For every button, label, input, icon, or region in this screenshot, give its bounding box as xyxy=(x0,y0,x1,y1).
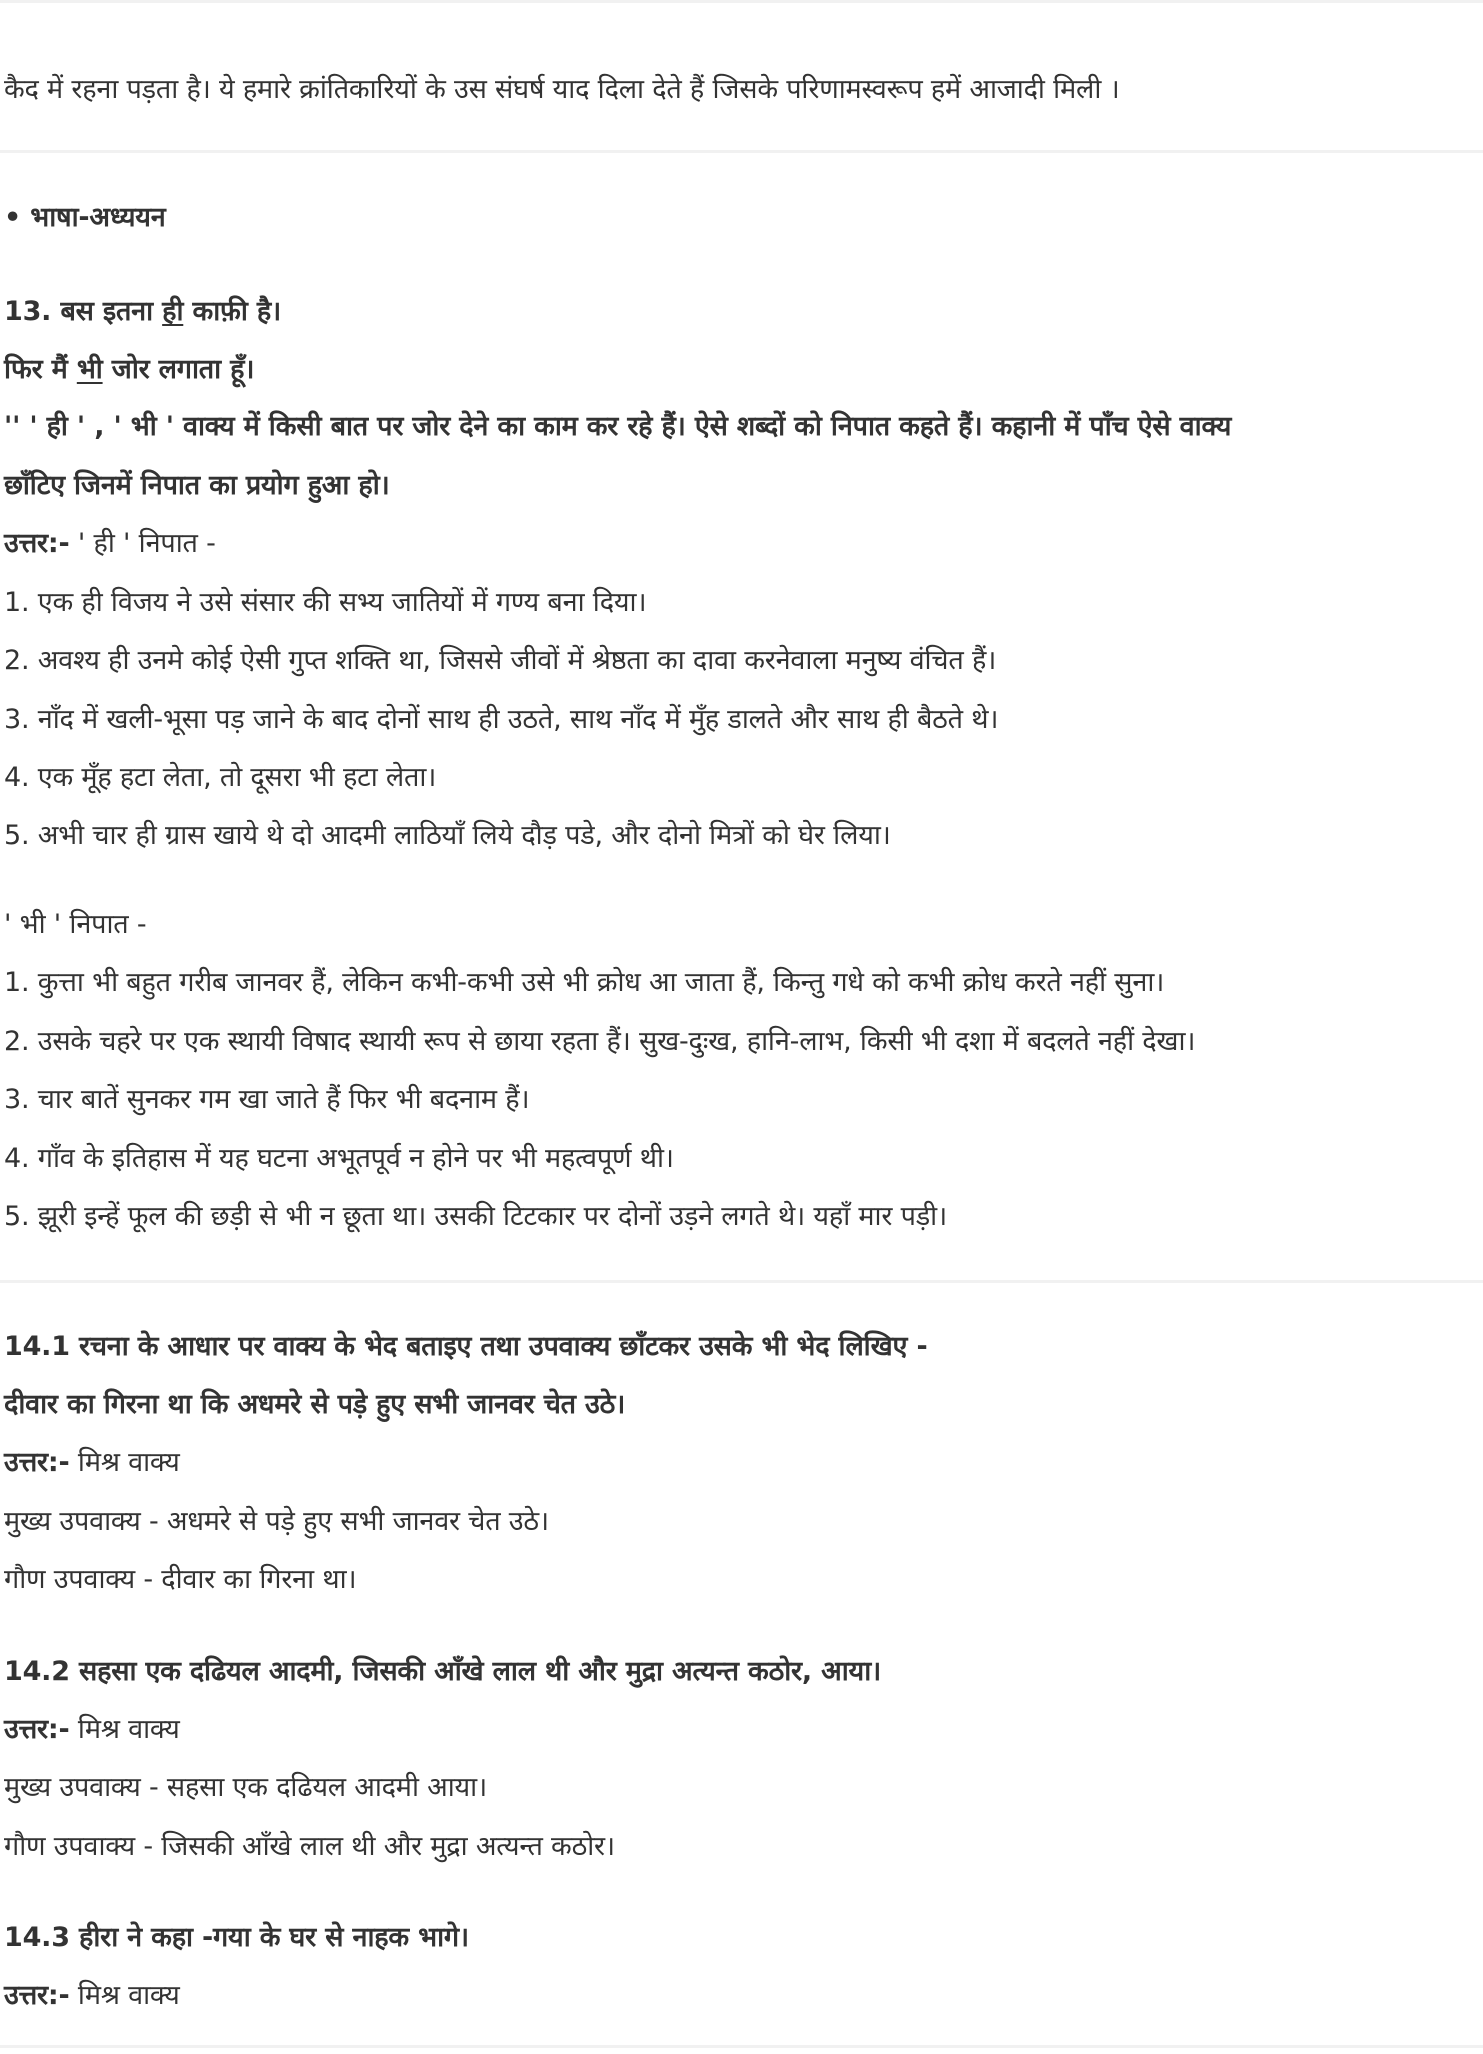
answer-label: उत्तर:- xyxy=(4,1980,70,2011)
hi-item: 3. नाँद में खली-भूसा पड़ जाने के बाद दोनों साथ ही उठते, साथ नाँद में मुँह डालते और साथ ही बैठते थे। xyxy=(4,704,999,735)
answer-value: मिश्र वाक्य xyxy=(69,1447,180,1478)
q13-line-2 xyxy=(4,350,254,390)
q14-2-line-1: 14.2 सहसा एक दढियल आदमी, जिसकी आँखे लाल थी और मुद्रा अत्यन्त कठोर, आया। xyxy=(4,1656,882,1687)
q13-line-1-pre: बस इतना xyxy=(60,296,163,327)
answer-label: उत्तर:- xyxy=(4,1714,70,1745)
answer-label: उत्तर:- xyxy=(4,1447,70,1478)
q14-1-line-2: दीवार का गिरना था कि अधमरे से पड़े हुए सभी जानवर चेत उठे। xyxy=(4,1389,626,1420)
hi-item: 4. एक मूँह हटा लेता, तो दूसरा भी हटा लेता। xyxy=(4,762,437,793)
q13-line-1 xyxy=(4,292,281,332)
divider xyxy=(0,0,1483,3)
hi-nipat-label: ' ही ' निपात - xyxy=(69,528,216,559)
bhi-item: 5. झूरी इन्हें फूल की छड़ी से भी न छूता था। उसकी टिटकार पर दोनों उड़ने लगते थे। यहाँ मार पड़ी। xyxy=(4,1201,947,1232)
q14-1-main-clause: मुख्य उपवाक्य - अधमरे से पड़े हुए सभी जानवर चेत उठे। xyxy=(4,1506,549,1537)
q14-2-main-clause: मुख्य उपवाक्य - सहसा एक दढियल आदमी आया। xyxy=(4,1772,488,1803)
answer-value: मिश्र वाक्य xyxy=(69,1980,180,2011)
q14-1-line-1: 14.1 रचना के आधार पर वाक्य के भेद बताइए तथा उपवाक्य छाँटकर उसके भी भेद लिखिए - xyxy=(4,1331,928,1362)
q13-answer-line xyxy=(4,524,216,564)
answer-label: उत्तर:- xyxy=(4,528,70,559)
q13-emphasis-hi: ही xyxy=(162,296,184,327)
divider xyxy=(0,150,1483,153)
q14-1-answer xyxy=(4,1443,180,1483)
q13-line-3: '' ' ही ' , ' भी ' वाक्य में किसी बात पर जोर देने का काम कर रहे हैं। ऐसे शब्दों को निपात कहते हैं। कहानी में पाँच ऐसे वाक्य xyxy=(4,411,1232,442)
divider xyxy=(0,2045,1483,2048)
bhi-nipat-label: ' भी ' निपात - xyxy=(4,909,147,940)
section-heading: • भाषा-अध्ययन xyxy=(4,202,166,233)
bhi-item: 3. चार बातें सुनकर गम खा जाते हैं फिर भी बदनाम हैं। xyxy=(4,1084,530,1115)
q13-number: 13. xyxy=(4,296,52,327)
bhi-item: 1. कुत्ता भी बहुत गरीब जानवर हैं, लेकिन कभी-कभी उसे भी क्रोध आ जाता हैं, किन्तु गधे को कभी क्रोध करते नहीं सुना। xyxy=(4,967,1165,998)
bhi-item: 2. उसके चहरे पर एक स्थायी विषाद स्थायी रूप से छाया रहता हैं। सुख-दुःख, हानि-लाभ, किसी भी दशा में बदलते नहीं देखा। xyxy=(4,1026,1196,1057)
hi-item: 2. अवश्य ही उनमे कोई ऐसी गुप्त शक्ति था, जिससे जीवों में श्रेष्ठता का दावा करनेवाला मनुष्य वंचित हैं। xyxy=(4,645,997,676)
intro-line: कैद में रहना पड़ता है। ये हमारे क्रांतिकारियों के उस संघर्ष याद दिला देते हैं जिसके परिणामस्वरूप हमें आजादी मिली । xyxy=(4,74,1120,105)
q13-line-1-post: काफ़ी है। xyxy=(183,296,281,327)
q13-line-2-post: जोर लगाता हूँ। xyxy=(102,354,255,385)
hi-item: 1. एक ही विजय ने उसे संसार की सभ्य जातियों में गण्य बना दिया। xyxy=(4,587,647,618)
q14-2-answer xyxy=(4,1710,180,1750)
q14-1-sub-clause: गौण उपवाक्य - दीवार का गिरना था। xyxy=(4,1564,357,1595)
q14-2-sub-clause: गौण उपवाक्य - जिसकी आँखे लाल थी और मुद्रा अत्यन्त कठोर। xyxy=(4,1831,615,1862)
q14-3-line-1: 14.3 हीरा ने कहा -गया के घर से नाहक भागे। xyxy=(4,1922,469,1953)
q13-line-4: छाँटिए जिनमें निपात का प्रयोग हुआ हो। xyxy=(4,470,390,501)
q13-emphasis-bhi: भी xyxy=(76,354,103,385)
divider xyxy=(0,1280,1483,1283)
bhi-item: 4. गाँव के इतिहास में यह घटना अभूतपूर्व न होने पर भी महत्वपूर्ण थी। xyxy=(4,1143,674,1174)
answer-value: मिश्र वाक्य xyxy=(69,1714,180,1745)
hi-item: 5. अभी चार ही ग्रास खाये थे दो आदमी लाठियाँ लिये दौड़ पडे, और दोनो मित्रों को घेर लिया। xyxy=(4,820,891,851)
q13-line-2-pre: फिर मैं xyxy=(4,354,77,385)
q14-3-answer xyxy=(4,1976,180,2016)
